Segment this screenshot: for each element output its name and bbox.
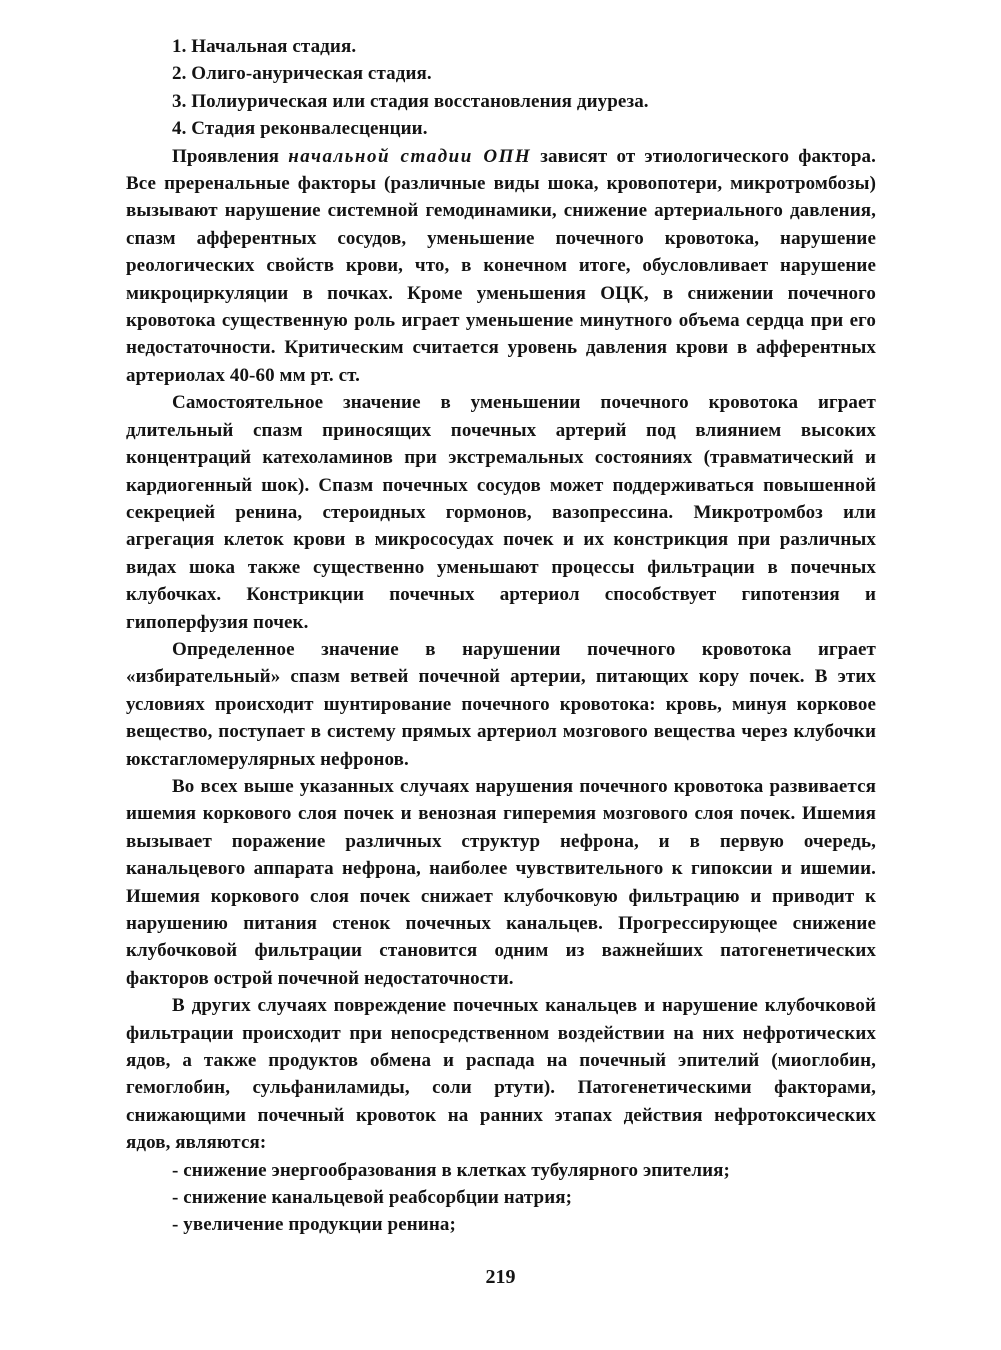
stage-item-4: 4. Стадия реконвалесценции. [172, 118, 428, 140]
stage-item-2: 2. Олиго-анурическая стадия. [172, 63, 432, 85]
paragraph-spasm: Самостоятельное значение в уменьшении почечного кровотока играет длительный спазм приносящих почечных артерий под влиянием высоких концентраций катехоламинов при экстремальных состояниях (травматический и кардиогенный шок). Спазм почечных сосудов может поддерживаться повышенной секрецией ренина, стероидных гормонов, вазопрессина. Микротромбоз или агрегация клеток крови в микрососудах почек и их констрикция при различных видах шока также существенно уменьшают процессы фильтрации в почечных клубочках. Констрикции почечных артериол способствует гипотензия и гипоперфузия почек. [126, 392, 876, 633]
paragraph-ischemia: Во всех выше указанных случаях нарушения почечного кровотока развивается ишемия коркового слоя почек и венозная гиперемия мозгового слоя почек. Ишемия вызывает поражение различных структур нефрона, и в первую очередь, канальцевого аппарата нефрона, наиболее чувствительного к гипоксии и ишемии. Ишемия коркового слоя почек снижает клубочковую фильтрацию и приводит к нарушению питания стенок почечных канальцев. Прогрессирующее снижение клубочковой фильтрации становится одним из важнейших патогенетических факторов острой почечной недостаточности. [126, 775, 876, 989]
stage-item-1: 1. Начальная стадия. [172, 36, 357, 57]
paragraph-lead: Проявления [172, 145, 289, 167]
paragraph-selective-spasm: Определенное значение в нарушении почечного кровотока играет «избирательный» спазм ветвей почечной артерии, питающих кору почек. В этих условиях происходит шунтирование почечного кровотока: кровь, минуя корковое вещество, поступает в систему прямых артериол мозгового вещества через клубочки юкстагломерулярных нефронов. [126, 638, 876, 770]
factor-item-2: - снижение канальцевой реабсорбции натрия; [172, 1187, 573, 1209]
paragraph-initial-stage [126, 143, 876, 390]
page-number: 219 [485, 1266, 516, 1288]
body-text [126, 33, 876, 1239]
paragraph-toxic-damage: В других случаях повреждение почечных канальцев и нарушение клубочковой фильтрации происходит при непосредственном воздействии на них нефротических ядов, а также продуктов обмена и распада на почечный эпителий (миоглобин, гемоглобин, сульфаниламиды, соли ртути). Патогенетическими факторами, снижающими почечный кровоток на ранних этапах действия нефротоксических ядов, являются: [126, 995, 876, 1154]
stage-item-3: 3. Полиурическая или стадия восстановления диуреза. [172, 90, 649, 112]
emphasized-term: начальной стадии ОПН [288, 145, 532, 167]
paragraph-rest: зависят от этиологического фактора. Все преренальные факторы (различные виды шока, кровопотери, микротромбозы) вызывают нарушение системной гемодинамики, снижение артериального давления, спазм афферентных сосудов, уменьшение почечного кровотока, нарушение реологических свойств крови, что, в конечном итоге, обусловливает нарушение микроциркуляции в почках. Кроме уменьшения ОЦК, в снижении почечного кровотока существенную роль играет уменьшение минутного объема сердца при его недостаточности. Критическим считается уровень давления крови в афферентных артериолах 40-60 мм рт. ст. [126, 145, 876, 386]
factor-item-1: - снижение энергообразования в клетках тубулярного эпителия; [172, 1159, 730, 1181]
factor-item-3: - увеличение продукции ренина; [172, 1214, 456, 1236]
